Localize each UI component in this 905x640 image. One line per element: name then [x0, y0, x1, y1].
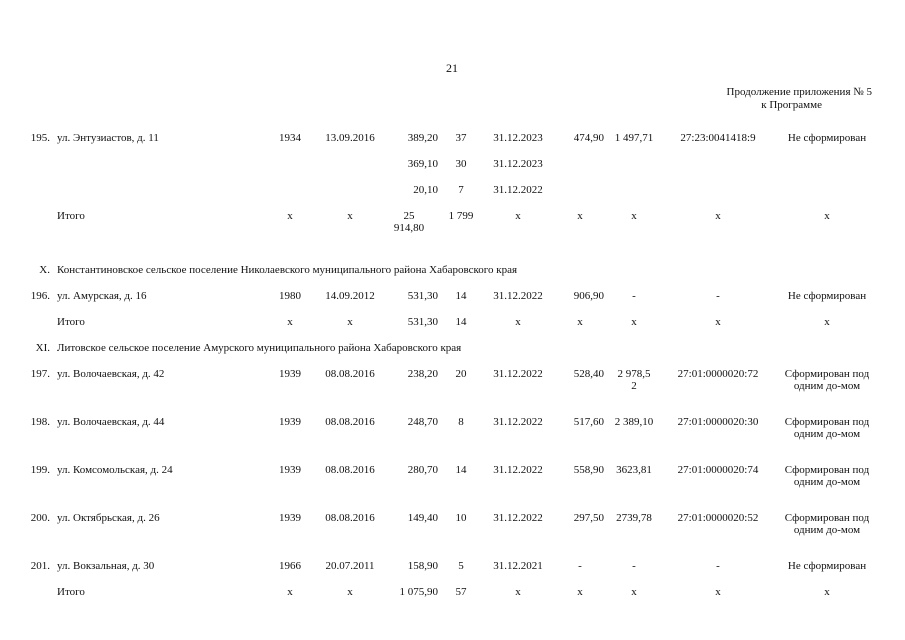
status: Не сформирован: [787, 132, 867, 144]
value-1: -: [578, 560, 582, 572]
row-number: 196.: [30, 290, 50, 302]
cadastral-number: 27:01:0000020:74: [677, 464, 759, 476]
address: ул. Октябрьская, д. 26: [57, 512, 160, 524]
status: Сформирован под одним до-мом: [784, 416, 870, 440]
area: 531,30: [407, 290, 438, 302]
value-1: 474,90: [573, 132, 604, 144]
total-label: Итого: [57, 210, 85, 222]
year: 1939: [279, 416, 301, 428]
year: 1980: [279, 290, 301, 302]
recognition-date: 20.07.2011: [325, 560, 375, 572]
area: 389,20: [407, 132, 438, 144]
value-1: 906,90: [573, 290, 604, 302]
area: 531,30: [407, 316, 438, 328]
cadastral-number: -: [716, 560, 720, 572]
value-1: 297,50: [573, 512, 604, 524]
area: 1 075,90: [399, 586, 438, 598]
area-line-2: 914,80: [393, 222, 425, 234]
address: ул. Вокзальная, д. 30: [57, 560, 155, 572]
address: ул. Энтузиастов, д. 11: [57, 132, 159, 144]
status: Сформирован под одним до-мом: [784, 512, 870, 536]
table-row: [0, 416, 905, 460]
recognition-date: 08.08.2016: [325, 464, 375, 476]
resident-count: 1 799: [448, 210, 474, 222]
status: Сформирован под одним до-мом: [784, 464, 870, 488]
resident-count: 20: [455, 368, 467, 380]
table-row-total: [0, 586, 905, 630]
year: 1966: [279, 560, 301, 572]
row-number: 195.: [30, 132, 50, 144]
area: 248,70: [407, 416, 438, 428]
value-2: 1 497,71: [614, 132, 654, 144]
section-title: Константиновское сельское поселение Николаевского муниципального района Хабаровского края: [57, 264, 518, 276]
value-2: [608, 368, 660, 392]
year: x: [287, 316, 293, 328]
planned-date: x: [515, 316, 521, 328]
year: 1939: [279, 368, 301, 380]
planned-date: 31.12.2023: [493, 158, 543, 170]
planned-date: 31.12.2022: [493, 512, 543, 524]
value-2: 2739,78: [616, 512, 652, 524]
status: Не сформирован: [787, 290, 867, 302]
year: 1939: [279, 464, 301, 476]
planned-date: x: [515, 586, 521, 598]
area: 238,20: [407, 368, 438, 380]
resident-count: 14: [455, 316, 467, 328]
row-number: 197.: [30, 368, 50, 380]
recognition-date: 13.09.2016: [325, 132, 375, 144]
recognition-date: x: [347, 586, 353, 598]
table-row: [0, 464, 905, 508]
resident-count: 57: [455, 586, 467, 598]
value-1: 558,90: [573, 464, 604, 476]
value-1: x: [577, 210, 583, 222]
recognition-date: 08.08.2016: [325, 368, 375, 380]
total-label: Итого: [57, 316, 85, 328]
section-title: Литовское сельское поселение Амурского муниципального района Хабаровского края: [57, 342, 462, 354]
planned-date: 31.12.2022: [493, 464, 543, 476]
cadastral-number: x: [715, 316, 721, 328]
section-number: X.: [39, 264, 50, 276]
resident-count: 30: [455, 158, 467, 170]
continuation-line-1: Продолжение приложения № 5: [726, 86, 872, 98]
resident-count: 5: [458, 560, 464, 572]
row-number: 198.: [30, 416, 50, 428]
table-row: [0, 368, 905, 412]
address: ул. Волочаевская, д. 42: [57, 368, 165, 380]
table-row-total: [0, 210, 905, 254]
area: 20,10: [413, 184, 438, 196]
cadastral-number: 27:01:0000020:30: [677, 416, 759, 428]
resident-count: 10: [455, 512, 467, 524]
status: x: [824, 586, 830, 598]
resident-count: 8: [458, 416, 464, 428]
area: 369,10: [407, 158, 438, 170]
cadastral-number: 27:01:0000020:52: [677, 512, 759, 524]
planned-date: 31.12.2022: [493, 416, 543, 428]
value-1: 528,40: [573, 368, 604, 380]
cadastral-number: 27:23:0041418:9: [680, 132, 756, 144]
status: Не сформирован: [787, 560, 867, 572]
address: ул. Волочаевская, д. 44: [57, 416, 165, 428]
row-number: 199.: [30, 464, 50, 476]
value-1: 517,60: [573, 416, 604, 428]
area-line-1: 25: [403, 210, 415, 222]
section-number: XI.: [35, 342, 50, 354]
total-label: Итого: [57, 586, 85, 598]
value-2: 2 389,10: [614, 416, 654, 428]
year: 1934: [279, 132, 301, 144]
year: x: [287, 586, 293, 598]
value-2-line-1: 2 978,5: [617, 368, 651, 380]
area: 158,90: [407, 560, 438, 572]
value-1: x: [577, 316, 583, 328]
area: 280,70: [407, 464, 438, 476]
planned-date: 31.12.2022: [493, 184, 543, 196]
area: [380, 210, 438, 234]
year: x: [287, 210, 293, 222]
cadastral-number: -: [716, 290, 720, 302]
table-row: [0, 512, 905, 556]
value-2-line-2: 2: [631, 380, 637, 392]
resident-count: 7: [458, 184, 464, 196]
status: x: [824, 210, 830, 222]
area: 149,40: [407, 512, 438, 524]
recognition-date: 08.08.2016: [325, 416, 375, 428]
section-heading: [0, 264, 905, 278]
planned-date: 31.12.2023: [493, 132, 543, 144]
address: ул. Амурская, д. 16: [57, 290, 147, 302]
planned-date: 31.12.2022: [493, 368, 543, 380]
planned-date: 31.12.2021: [493, 560, 543, 572]
cadastral-number: 27:01:0000020:72: [677, 368, 759, 380]
row-number: 201.: [30, 560, 50, 572]
recognition-date: 14.09.2012: [325, 290, 375, 302]
resident-count: 14: [455, 464, 467, 476]
resident-count: 14: [455, 290, 467, 302]
recognition-date: x: [347, 316, 353, 328]
value-2: x: [631, 210, 637, 222]
page-number: 21: [446, 61, 458, 75]
resident-count: 37: [455, 132, 467, 144]
status: Сформирован под одним до-мом: [784, 368, 870, 392]
section-heading: [0, 342, 905, 356]
value-2: x: [631, 316, 637, 328]
planned-date: x: [515, 210, 521, 222]
value-2: x: [631, 586, 637, 598]
value-2: -: [632, 560, 636, 572]
recognition-date: 08.08.2016: [325, 512, 375, 524]
continuation-line-2: к Программе: [761, 99, 822, 111]
address: ул. Комсомольская, д. 24: [57, 464, 173, 476]
planned-date: 31.12.2022: [493, 290, 543, 302]
value-2: -: [632, 290, 636, 302]
year: 1939: [279, 512, 301, 524]
recognition-date: x: [347, 210, 353, 222]
cadastral-number: x: [715, 586, 721, 598]
value-1: x: [577, 586, 583, 598]
row-number: 200.: [30, 512, 50, 524]
cadastral-number: x: [715, 210, 721, 222]
status: x: [824, 316, 830, 328]
continuation-note: [650, 86, 872, 112]
value-2: 3623,81: [616, 464, 652, 476]
